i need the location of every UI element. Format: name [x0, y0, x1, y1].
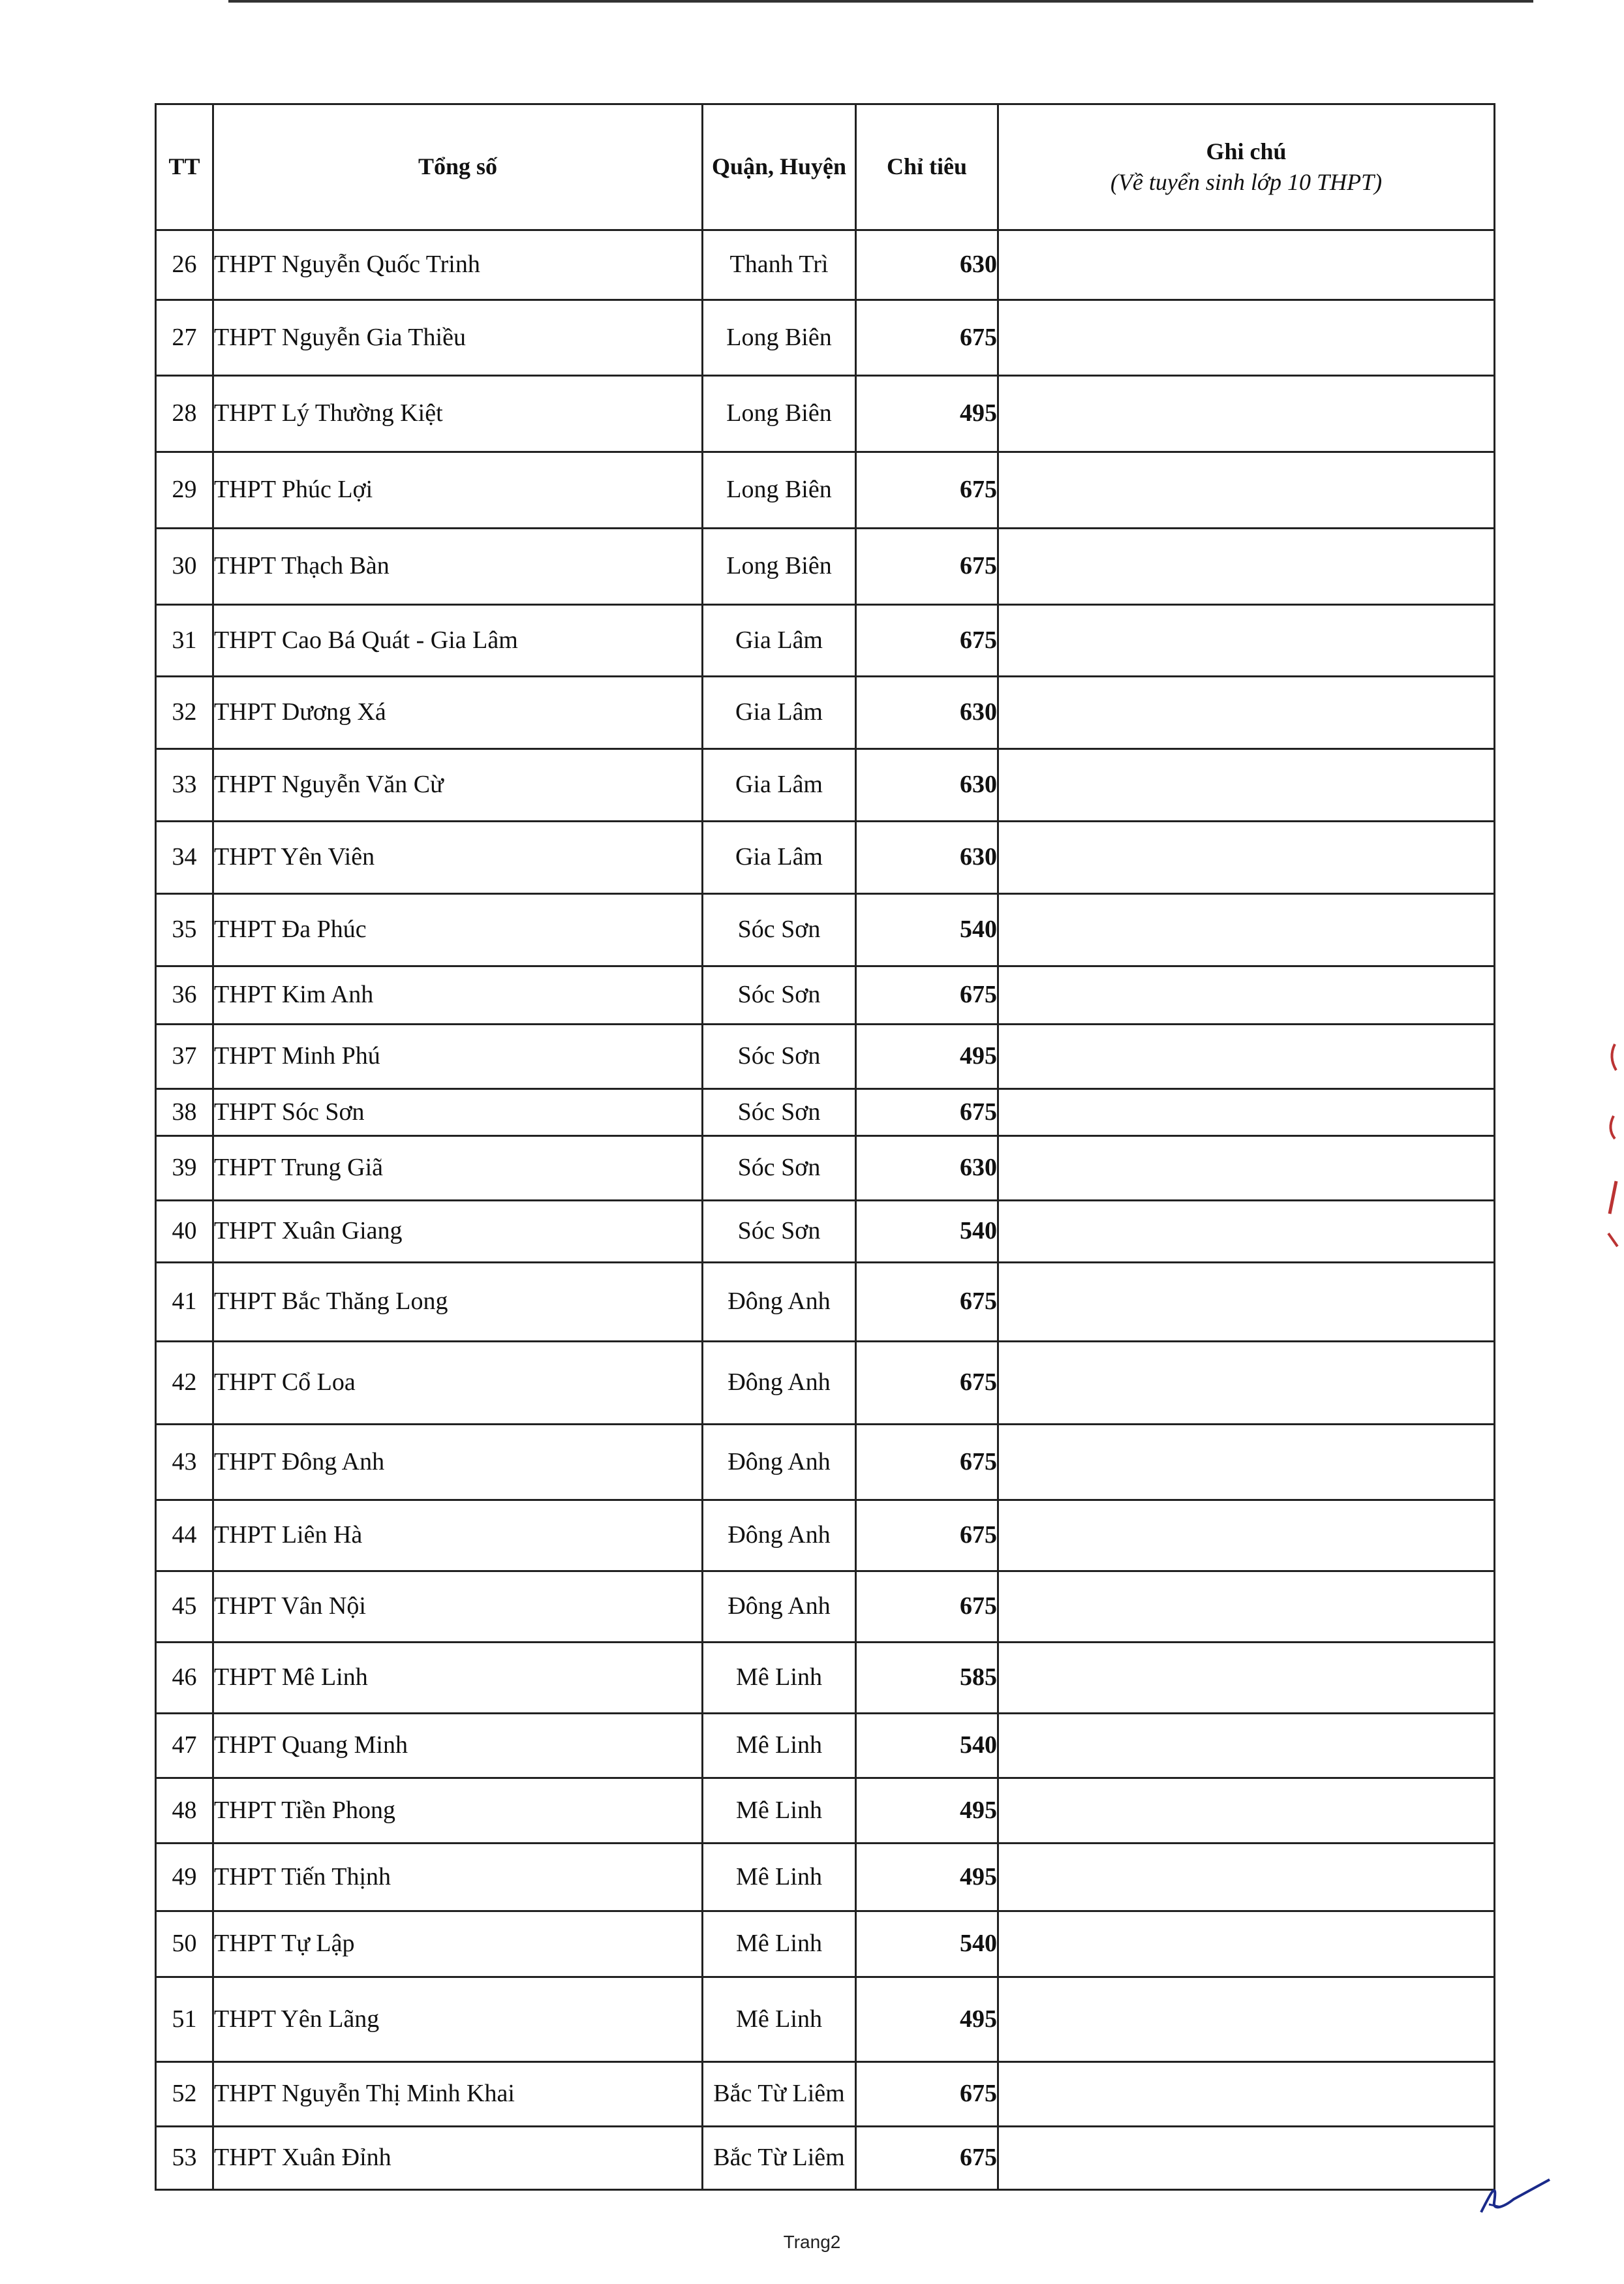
row-number: 51 [156, 1977, 213, 2062]
district: Đông Anh [703, 1500, 856, 1571]
table-row [156, 1342, 1495, 1425]
district: Gia Lâm [703, 749, 856, 822]
note [998, 1844, 1495, 1911]
table-row [156, 677, 1495, 749]
note [998, 1500, 1495, 1571]
quota: 675 [856, 2062, 998, 2127]
note [998, 1201, 1495, 1263]
school-name: THPT Nguyễn Gia Thiều [213, 300, 703, 376]
note [998, 822, 1495, 894]
district: Sóc Sơn [703, 1136, 856, 1201]
row-number: 37 [156, 1025, 213, 1089]
row-number: 52 [156, 2062, 213, 2127]
row-number: 41 [156, 1263, 213, 1342]
note [998, 894, 1495, 966]
quota: 675 [856, 452, 998, 529]
quota: 495 [856, 1844, 998, 1911]
school-name: THPT Đa Phúc [213, 894, 703, 966]
table-row [156, 1500, 1495, 1571]
table-row [156, 2127, 1495, 2190]
quota: 630 [856, 230, 998, 300]
table-row [156, 605, 1495, 677]
quota: 585 [856, 1643, 998, 1714]
school-name: THPT Lý Thường Kiệt [213, 376, 703, 452]
note [998, 1089, 1495, 1136]
row-number: 44 [156, 1500, 213, 1571]
row-number: 35 [156, 894, 213, 966]
top-rule [228, 0, 1533, 3]
table-row [156, 749, 1495, 822]
school-name: THPT Quang Minh [213, 1714, 703, 1778]
district: Gia Lâm [703, 677, 856, 749]
school-name: THPT Kim Anh [213, 966, 703, 1025]
row-number: 46 [156, 1643, 213, 1714]
quota: 675 [856, 1425, 998, 1500]
table-row [156, 966, 1495, 1025]
row-number: 36 [156, 966, 213, 1025]
row-number: 40 [156, 1201, 213, 1263]
district: Gia Lâm [703, 822, 856, 894]
row-number: 30 [156, 529, 213, 605]
quota: 630 [856, 677, 998, 749]
quota: 675 [856, 1342, 998, 1425]
table-row [156, 1643, 1495, 1714]
quota: 675 [856, 529, 998, 605]
school-name: THPT Mê Linh [213, 1643, 703, 1714]
school-name: THPT Phúc Lợi [213, 452, 703, 529]
note [998, 529, 1495, 605]
district: Long Biên [703, 452, 856, 529]
note [998, 1778, 1495, 1844]
school-name: THPT Cao Bá Quát - Gia Lâm [213, 605, 703, 677]
quota: 675 [856, 605, 998, 677]
note [998, 605, 1495, 677]
note [998, 677, 1495, 749]
quota: 540 [856, 1911, 998, 1977]
table-row [156, 1571, 1495, 1643]
district: Đông Anh [703, 1425, 856, 1500]
district: Thanh Trì [703, 230, 856, 300]
note [998, 2062, 1495, 2127]
school-name: THPT Xuân Đỉnh [213, 2127, 703, 2190]
district: Mê Linh [703, 1714, 856, 1778]
quota-table [155, 103, 1495, 2191]
header-quota: Chỉ tiêu [856, 104, 998, 230]
note [998, 1977, 1495, 2062]
table-row [156, 529, 1495, 605]
table-row [156, 230, 1495, 300]
quota: 495 [856, 1977, 998, 2062]
header-note-subtitle: (Về tuyển sinh lớp 10 THPT) [1110, 169, 1383, 195]
district: Long Biên [703, 300, 856, 376]
table-row [156, 1136, 1495, 1201]
table-body [156, 230, 1495, 2190]
note [998, 1571, 1495, 1643]
quota: 540 [856, 1201, 998, 1263]
header-district: Quận, Huyện [703, 104, 856, 230]
note [998, 1714, 1495, 1778]
note [998, 300, 1495, 376]
school-name: THPT Dương Xá [213, 677, 703, 749]
row-number: 39 [156, 1136, 213, 1201]
row-number: 47 [156, 1714, 213, 1778]
table-row [156, 1911, 1495, 1977]
table-row [156, 2062, 1495, 2127]
note [998, 1263, 1495, 1342]
district: Đông Anh [703, 1342, 856, 1425]
quota: 630 [856, 749, 998, 822]
school-name: THPT Yên Viên [213, 822, 703, 894]
district: Mê Linh [703, 1977, 856, 2062]
row-number: 29 [156, 452, 213, 529]
table-row [156, 1425, 1495, 1500]
quota: 675 [856, 300, 998, 376]
district: Sóc Sơn [703, 966, 856, 1025]
school-name: THPT Sóc Sơn [213, 1089, 703, 1136]
school-name: THPT Liên Hà [213, 1500, 703, 1571]
signature-icon [1475, 2167, 1553, 2219]
table-row [156, 1089, 1495, 1136]
quota: 630 [856, 822, 998, 894]
row-number: 53 [156, 2127, 213, 2190]
school-name: THPT Tự Lập [213, 1911, 703, 1977]
note [998, 1911, 1495, 1977]
note [998, 966, 1495, 1025]
row-number: 50 [156, 1911, 213, 1977]
table-row [156, 1025, 1495, 1089]
note [998, 230, 1495, 300]
district: Sóc Sơn [703, 1089, 856, 1136]
quota: 675 [856, 1263, 998, 1342]
school-name: THPT Vân Nội [213, 1571, 703, 1643]
header-row [156, 104, 1495, 230]
row-number: 45 [156, 1571, 213, 1643]
school-name: THPT Thạch Bàn [213, 529, 703, 605]
note [998, 1136, 1495, 1201]
quota: 675 [856, 966, 998, 1025]
school-name: THPT Nguyễn Thị Minh Khai [213, 2062, 703, 2127]
school-name: THPT Nguyễn Văn Cừ [213, 749, 703, 822]
row-number: 28 [156, 376, 213, 452]
header-note [998, 104, 1495, 230]
table-header [156, 104, 1495, 230]
district: Mê Linh [703, 1844, 856, 1911]
note [998, 2127, 1495, 2190]
header-tt: TT [156, 104, 213, 230]
district: Bắc Từ Liêm [703, 2127, 856, 2190]
quota: 675 [856, 1089, 998, 1136]
table-row [156, 1977, 1495, 2062]
district: Sóc Sơn [703, 1025, 856, 1089]
district: Đông Anh [703, 1571, 856, 1643]
school-name: THPT Trung Giã [213, 1136, 703, 1201]
school-name: THPT Tiến Thịnh [213, 1844, 703, 1911]
row-number: 32 [156, 677, 213, 749]
row-number: 31 [156, 605, 213, 677]
school-name: THPT Cổ Loa [213, 1342, 703, 1425]
row-number: 26 [156, 230, 213, 300]
school-name: THPT Bắc Thăng Long [213, 1263, 703, 1342]
district: Long Biên [703, 529, 856, 605]
school-name: THPT Nguyễn Quốc Trinh [213, 230, 703, 300]
district: Sóc Sơn [703, 894, 856, 966]
district: Mê Linh [703, 1911, 856, 1977]
school-name: THPT Yên Lãng [213, 1977, 703, 2062]
row-number: 38 [156, 1089, 213, 1136]
table-row [156, 1201, 1495, 1263]
note [998, 452, 1495, 529]
district: Đông Anh [703, 1263, 856, 1342]
note [998, 1643, 1495, 1714]
school-name: THPT Xuân Giang [213, 1201, 703, 1263]
district: Mê Linh [703, 1643, 856, 1714]
table-row [156, 1263, 1495, 1342]
row-number: 43 [156, 1425, 213, 1500]
quota: 675 [856, 1500, 998, 1571]
table-row [156, 1844, 1495, 1911]
school-name: THPT Đông Anh [213, 1425, 703, 1500]
district: Sóc Sơn [703, 1201, 856, 1263]
school-name: THPT Minh Phú [213, 1025, 703, 1089]
row-number: 33 [156, 749, 213, 822]
district: Gia Lâm [703, 605, 856, 677]
district: Bắc Từ Liêm [703, 2062, 856, 2127]
header-note-title: Ghi chú [1206, 138, 1287, 164]
table-row [156, 822, 1495, 894]
note [998, 1425, 1495, 1500]
school-name: THPT Tiền Phong [213, 1778, 703, 1844]
quota: 540 [856, 1714, 998, 1778]
table-row [156, 1714, 1495, 1778]
page-footer: Trang2 [783, 2232, 841, 2252]
district: Long Biên [703, 376, 856, 452]
row-number: 49 [156, 1844, 213, 1911]
quota: 630 [856, 1136, 998, 1201]
table-row [156, 300, 1495, 376]
quota: 540 [856, 894, 998, 966]
table-row [156, 376, 1495, 452]
row-number: 42 [156, 1342, 213, 1425]
note [998, 376, 1495, 452]
quota: 675 [856, 1571, 998, 1643]
quota: 675 [856, 2127, 998, 2190]
row-number: 48 [156, 1778, 213, 1844]
row-number: 34 [156, 822, 213, 894]
header-name: Tổng số [213, 104, 703, 230]
note [998, 1025, 1495, 1089]
table-row [156, 452, 1495, 529]
quota: 495 [856, 1025, 998, 1089]
quota: 495 [856, 1778, 998, 1844]
quota: 495 [856, 376, 998, 452]
note [998, 1342, 1495, 1425]
margin-stamp-icon [1602, 1018, 1621, 1266]
table-row [156, 1778, 1495, 1844]
district: Mê Linh [703, 1778, 856, 1844]
row-number: 27 [156, 300, 213, 376]
note [998, 749, 1495, 822]
table-row [156, 894, 1495, 966]
